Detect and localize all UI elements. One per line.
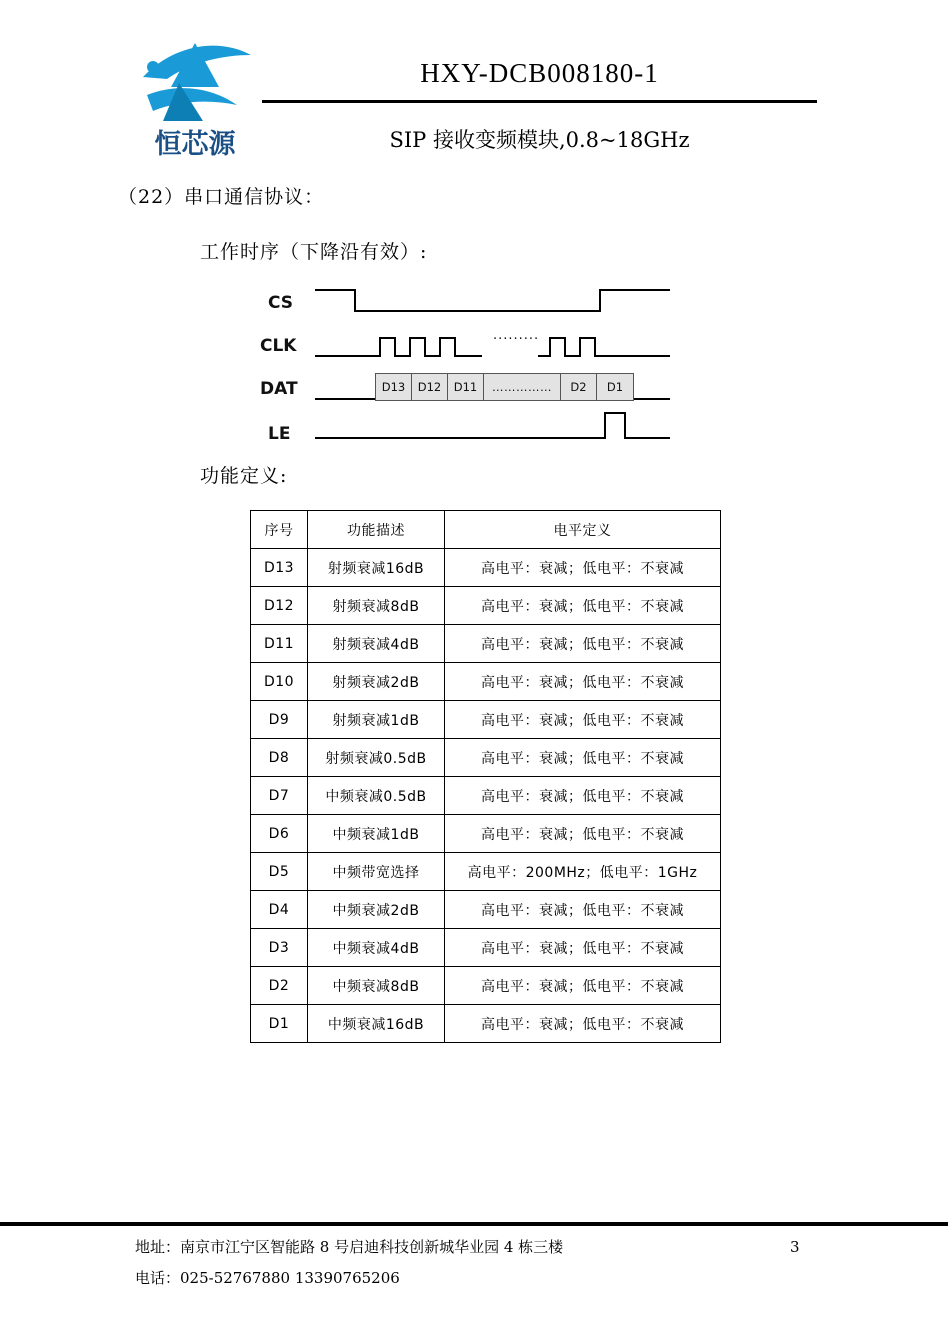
table-row [251, 739, 721, 777]
cell-level: 高电平：衰减；低电平：不衰减 [445, 663, 721, 701]
cell-level: 高电平：衰减；低电平：不衰减 [445, 549, 721, 587]
cell-level: 高电平：衰减；低电平：不衰减 [445, 625, 721, 663]
table-row [251, 549, 721, 587]
document-subtitle: SIP 接收变频模块,0.8~18GHz [389, 128, 690, 152]
cell-level: 高电平：衰减；低电平：不衰减 [445, 701, 721, 739]
cell-desc: 射频衰减8dB [308, 587, 445, 625]
cell-no: D5 [251, 853, 308, 891]
cell-level: 高电平：衰减；低电平：不衰减 [445, 815, 721, 853]
cell-no: D7 [251, 777, 308, 815]
function-definition-table [250, 510, 721, 1043]
cell-desc: 射频衰减0.5dB [308, 739, 445, 777]
cell-no: D10 [251, 663, 308, 701]
table-row [251, 663, 721, 701]
data-bit: D13 [376, 374, 412, 400]
cell-no: D4 [251, 891, 308, 929]
data-bit: D11 [448, 374, 484, 400]
footer-divider [0, 1222, 948, 1226]
table-row [251, 625, 721, 663]
table-header-row [251, 511, 721, 549]
signal-label-le: LE [268, 424, 291, 444]
svg-text:恒芯源: 恒芯源 [154, 129, 236, 160]
cell-no: D9 [251, 701, 308, 739]
cell-level: 高电平：衰减；低电平：不衰减 [445, 891, 721, 929]
cell-desc: 中频衰减4dB [308, 929, 445, 967]
data-bit: D1 [606, 380, 624, 394]
timing-diagram [250, 278, 690, 448]
table-row [251, 853, 721, 891]
signal-label-cs: CS [268, 293, 294, 313]
company-logo [133, 25, 258, 160]
cell-desc: 中频衰减1dB [308, 815, 445, 853]
table-row [251, 891, 721, 929]
data-bit: D2 [561, 374, 597, 400]
table-row [251, 815, 721, 853]
cell-no: D13 [251, 549, 308, 587]
table-row [251, 967, 721, 1005]
cell-desc: 中频衰减8dB [308, 967, 445, 1005]
signal-label-dat: DAT [260, 379, 298, 399]
cell-level: 高电平：衰减；低电平：不衰减 [445, 777, 721, 815]
cell-desc: 中频衰减16dB [308, 1005, 445, 1043]
cell-desc: 中频衰减0.5dB [308, 777, 445, 815]
timing-title: 工作时序（下降沿有效）: [200, 241, 428, 263]
table-row [251, 587, 721, 625]
timing-waveforms [250, 278, 690, 448]
cell-no: D12 [251, 587, 308, 625]
cell-no: D2 [251, 967, 308, 1005]
cell-desc: 射频衰减4dB [308, 625, 445, 663]
data-bit: D12 [412, 374, 448, 400]
cell-no: D8 [251, 739, 308, 777]
cell-desc: 射频衰减16dB [308, 549, 445, 587]
header-divider [262, 100, 817, 103]
cell-level: 高电平：衰减；低电平：不衰减 [445, 739, 721, 777]
cell-desc: 射频衰减2dB [308, 663, 445, 701]
page-header [0, 0, 948, 165]
table-row [251, 777, 721, 815]
cell-no: D3 [251, 929, 308, 967]
cell-desc: 中频带宽选择 [308, 853, 445, 891]
document-code: HXY-DCB008180-1 [420, 58, 659, 88]
data-bit-ellipsis: …………… [484, 374, 561, 400]
footer-address: 地址：南京市江宁区智能路 8 号启迪科技创新城华业园 4 栋三楼 [135, 1238, 564, 1256]
function-title: 功能定义: [200, 465, 288, 487]
cell-desc: 中频衰减2dB [308, 891, 445, 929]
section-title: （22）串口通信协议： [118, 186, 325, 208]
column-header-level: 电平定义 [445, 511, 721, 549]
data-bit-row [375, 373, 634, 401]
cell-level: 高电平：衰减；低电平：不衰减 [445, 1005, 721, 1043]
cell-level: 高电平：衰减；低电平：不衰减 [445, 929, 721, 967]
page-number: 3 [790, 1238, 800, 1256]
footer-telephone: 电话：025-52767880 13390765206 [135, 1269, 400, 1287]
clk-gap-dots: ········· [493, 332, 540, 347]
cell-desc: 射频衰减1dB [308, 701, 445, 739]
column-header-desc: 功能描述 [308, 511, 445, 549]
table-row [251, 929, 721, 967]
column-header-no: 序号 [251, 511, 308, 549]
cell-no: D11 [251, 625, 308, 663]
cell-no: D6 [251, 815, 308, 853]
table-row [251, 701, 721, 739]
cell-level: 高电平：200MHz；低电平：1GHz [445, 853, 721, 891]
cell-level: 高电平：衰减；低电平：不衰减 [445, 967, 721, 1005]
cell-no: D1 [251, 1005, 308, 1043]
table-row [251, 1005, 721, 1043]
cell-level: 高电平：衰减；低电平：不衰减 [445, 587, 721, 625]
signal-label-clk: CLK [260, 336, 297, 356]
